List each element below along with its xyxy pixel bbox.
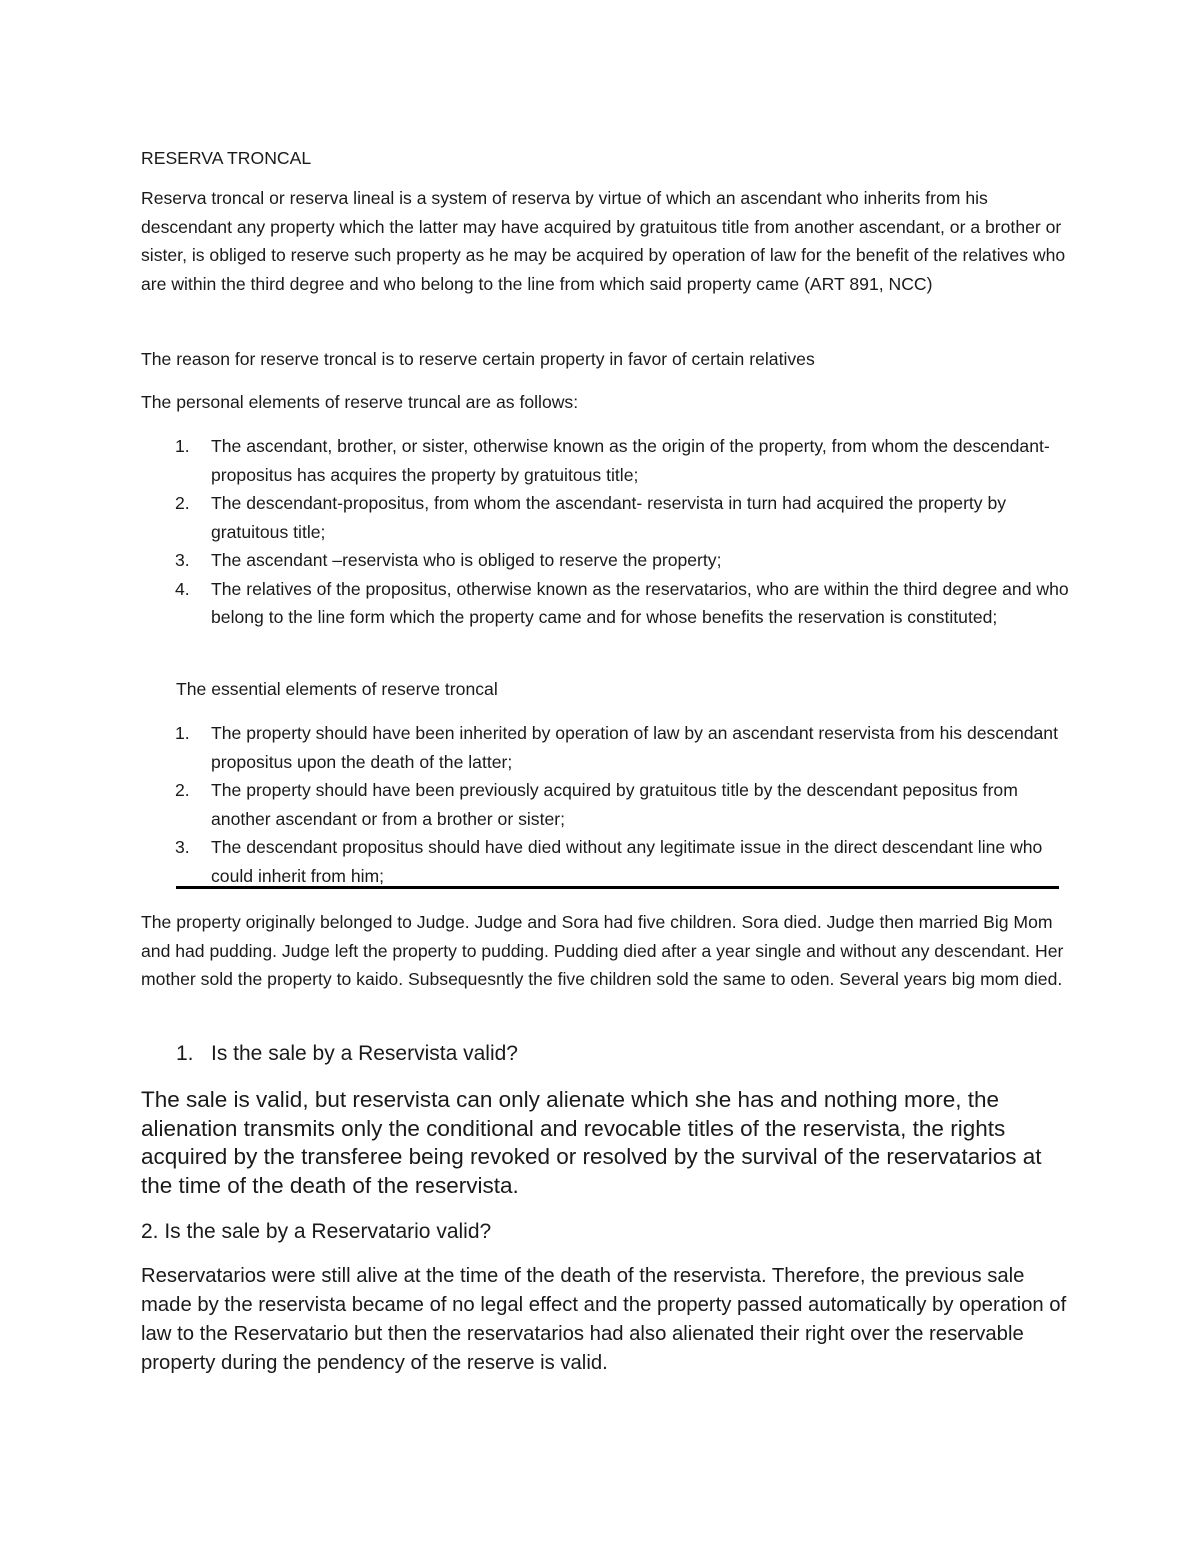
reason-paragraph: The reason for reserve troncal is to reserve certain property in favor of certain relatives — [141, 349, 815, 369]
personal-elements-list — [0, 432, 1200, 632]
case-facts-paragraph: The property originally belonged to Judge. Judge and Sora had five children. Sora died. Judge then married Big Mom and had pudding. Judge left the property to pudding. Pudding died after a year single and without any descendant. Her mother sold the property to kaido. Subsequesntly the five children sold the same to oden. Several years big mom died. — [141, 912, 1064, 989]
question-2: 2. Is the sale by a Reservatario valid? — [141, 1220, 492, 1243]
essential-elements-heading: The essential elements of reserve troncal — [176, 679, 498, 699]
document-title: RESERVA TRONCAL — [141, 148, 312, 168]
list-item — [0, 833, 1071, 890]
list-item — [0, 719, 1071, 776]
list-number: 3. — [175, 550, 190, 570]
list-item — [0, 489, 1071, 546]
list-item — [0, 546, 1071, 575]
list-item-text: The descendant-propositus, from whom the ascendant- reservista in turn had acquired the property by gratuitous title; — [211, 493, 1007, 542]
list-number: 2. — [175, 493, 190, 513]
list-item-text: The property should have been previously acquired by gratuitous title by the descendant pepositus from another ascendant or from a brother or sister; — [211, 780, 1018, 829]
answer-1: The sale is valid, but reservista can only alienate which she has and nothing more, the alienation transmits only the conditional and revocable titles of the reservista, the rights acquired by the transferee being revoked or resolved by the survival of the reservatarios at the time of the death of the reservista. — [141, 1087, 1042, 1198]
definition-paragraph: Reserva troncal or reserva lineal is a system of reserva by virtue of which an ascendant who inherits from his descendant any property which the latter may have acquired by gratuitous title from another ascendant, or a brother or sister, is obliged to reserve such property as he may be acquired by operation of law for the benefit of the relatives who are within the third degree and who belong to the line from which said property came (ART 891, NCC) — [141, 188, 1066, 294]
list-item — [0, 575, 1071, 632]
list-item-text: The ascendant, brother, or sister, otherwise known as the origin of the property, from whom the descendant- propositus has acquires the property by gratuitous title; — [211, 436, 1050, 485]
list-item-text: The descendant propositus should have died without any legitimate issue in the direct descendant line who could inherit from him; — [211, 837, 1043, 886]
question-1-text: Is the sale by a Reservista valid? — [211, 1042, 518, 1065]
horizontal-rule — [176, 886, 1059, 889]
list-number: 3. — [175, 837, 190, 857]
list-item-text: The ascendant –reservista who is obliged to reserve the property; — [211, 550, 722, 570]
list-number: 2. — [175, 780, 190, 800]
list-item-text: The relatives of the propositus, otherwise known as the reservatarios, who are within the third degree and who belong to the line form which the property came and for whose benefits the reservation is constituted; — [211, 578, 1069, 627]
list-number: 1. — [175, 436, 190, 456]
list-number: 1. — [175, 723, 190, 743]
question-1-number: 1. — [176, 1042, 194, 1065]
answer-2: Reservatarios were still alive at the time of the death of the reservista. Therefore, the previous sale made by the reservista became of no legal effect and the property passed automatically by operation of law to the Reservatario but then the reservatarios had also alienated their right over the reservable property during the pendency of the reserve is valid. — [141, 1265, 1067, 1374]
personal-elements-heading: The personal elements of reserve truncal are as follows: — [141, 392, 579, 412]
essential-elements-list — [0, 719, 1200, 890]
list-item-text: The property should have been inherited by operation of law by an ascendant reservista from his descendant propositus upon the death of the latter; — [211, 723, 1058, 772]
list-number: 4. — [175, 578, 190, 599]
list-item — [0, 776, 1071, 833]
list-item — [0, 432, 1071, 489]
